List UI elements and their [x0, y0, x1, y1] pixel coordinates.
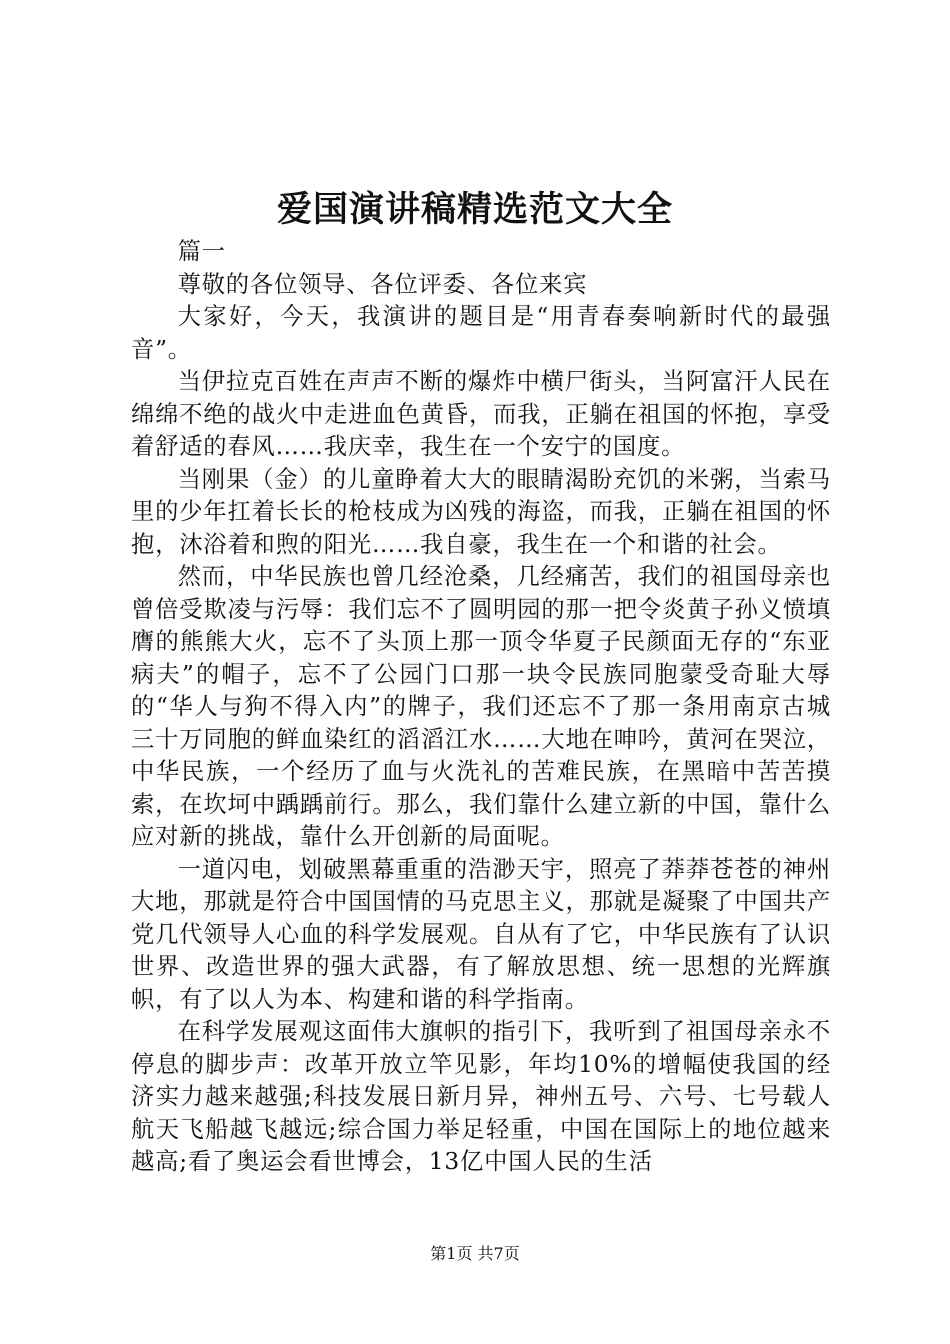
paragraph: 当刚果（金）的儿童睁着大大的眼睛渴盼充饥的米粥，当索马里的少年扛着长长的枪枝成为凶残的海盗，而我，正躺在祖国的怀抱，沐浴着和煦的阳光……我自豪，我生在一个和谐的社会。 — [131, 465, 831, 558]
paragraph: 尊敬的各位领导、各位评委、各位来宾 — [177, 270, 588, 298]
paragraph: 在科学发展观这面伟大旗帜的指引下，我听到了祖国母亲永不停息的脚步声：改革开放立竿见影，年均10%的增幅使我国的经济实力越来越强;科技发展日新月异，神州五号、六号、七号载人航天飞船越飞越远;综合国力举足轻重，中国在国际上的地位越来越高;看了奥运会看世博会，13亿中国人民的生活 — [131, 1018, 831, 1175]
document-title: 爱国演讲稿精选范文大全 — [276, 189, 673, 230]
paragraph: 当伊拉克百姓在声声不断的爆炸中横尸街头，当阿富汗人民在绵绵不绝的战火中走进血色黄昏，而我，正躺在祖国的怀抱，享受着舒适的春风……我庆幸，我生在一个安宁的国度。 — [131, 368, 831, 460]
paragraph: 然而，中华民族也曾几经沧桑，几经痛苦，我们的祖国母亲也曾倍受欺凌与污辱：我们忘不了圆明园的那一把令炎黄子孙义愤填膺的熊熊大火，忘不了头顶上那一顶令华夏子民颜面无存的“东亚病夫”的帽子，忘不了公园门口那一块令民族同胞蒙受奇耻大辱的“华人与狗不得入内”的牌子，我们还忘不了那一条用南京古城三十万同胞的鲜血染红的滔滔江水……大地在呻吟，黄河在哭泣，中华民族，一个经历了血与火洗礼的苦难民族，在黑暗中苦苦摸索，在坎坷中踽踽前行。那么，我们靠什么建立新的中国，靠什么应对新的挑战，靠什么开创新的局面呢。 — [131, 563, 831, 850]
document-body — [131, 236, 831, 1179]
paragraph: 篇一 — [177, 238, 226, 265]
paragraph: 一道闪电，划破黑幕重重的浩渺天宇，照亮了莽莽苍苍的神州大地，那就是符合中国国情的马克思主义，那就是凝聚了中国共产党几代领导人心血的科学发展观。自从有了它，中华民族有了认识世界、改造世界的强大武器，有了解放思想、统一思想的光辉旗帜，有了以人为本、构建和谐的科学指南。 — [131, 855, 831, 1013]
page-footer: 第1页 共7页 — [430, 1244, 520, 1263]
paragraph: 大家好，今天，我演讲的题目是“用青春奏响新时代的最强音”。 — [131, 303, 831, 363]
